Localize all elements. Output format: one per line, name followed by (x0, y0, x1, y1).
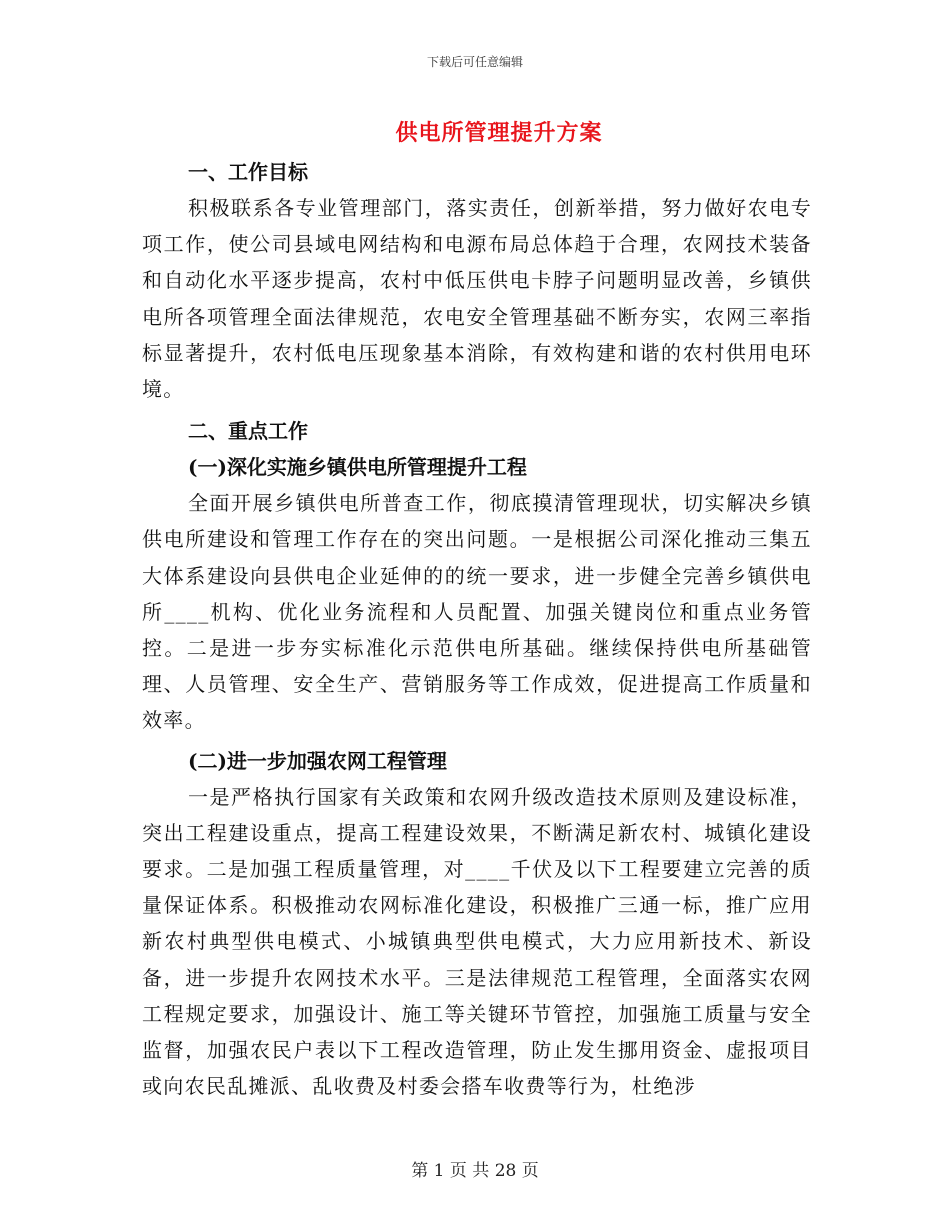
subsection-heading-1: (一)深化实施乡镇供电所管理提升工程 (188, 455, 527, 480)
page-footer: 第 1 页 共 28 页 (411, 1161, 539, 1181)
paragraph-goals: 积极联系各专业管理部门，落实责任，创新举措，努力做好农电专项工作，使公司县域电网结构和电源布局总体趋于合理，农网技术装备和自动化水平逐步提高，农村中低压供电卡脖子问题明显改善，乡镇供电所各项管理全面法律规范，农电安全管理基础不断夯实，农网三率指标显著提升，农村低电压现象基本消除，有效构建和谐的农村供用电环境。 (142, 196, 812, 402)
paragraph-subsection-2: 一是严格执行国家有关政策和农网升级改造技术原则及建设标准，突出工程建设重点，提高工程建设效果，不断满足新农村、城镇化建设要求。二是加强工程质量管理，对____千伏及以下工程要建立完善的质量保证体系。积极推动农网标准化建设，积极推广三通一标，推广应用新农村典型供电模式、小城镇典型供电模式，大力应用新技术、新设备，进一步提升农网技术水平。三是法律规范工程管理，全面落实农网工程规定要求，加强设计、施工等关键环节管控，加强施工质量与安全监督，加强农民户表以下工程改造管理，防止发生挪用资金、虚报项目或向农民乱摊派、乱收费及村委会搭车收费等行为，杜绝涉 (142, 784, 812, 1099)
paragraph-subsection-1: 全面开展乡镇供电所普查工作，彻底摸清管理现状，切实解决乡镇供电所建设和管理工作存在的突出问题。一是根据公司深化推动三集五大体系建设向县供电企业延伸的的统一要求，进一步健全完善乡镇供电所____机构、优化业务流程和人员配置、加强关键岗位和重点业务管控。二是进一步夯实标准化示范供电所基础。继续保持供电所基础管理、人员管理、安全生产、营销服务等工作成效，促进提高工作质量和效率。 (142, 491, 812, 733)
document-body (142, 154, 812, 1104)
subsection-heading-2: (二)进一步加强农网工程管理 (188, 748, 447, 773)
page-header-note: 下载后可任意编辑 (426, 55, 523, 69)
section-heading-goals: 一、工作目标 (188, 160, 308, 184)
section-heading-key-work: 二、重点工作 (188, 419, 308, 444)
document-title: 供电所管理提升方案 (395, 120, 603, 146)
